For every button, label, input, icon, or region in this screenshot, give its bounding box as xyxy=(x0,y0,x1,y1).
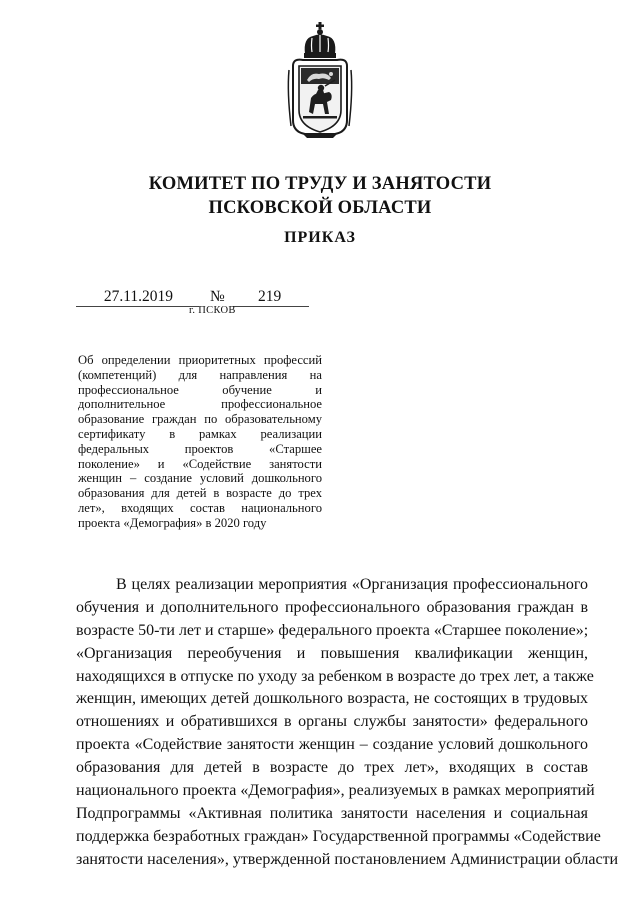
order-date: 27.11.2019 xyxy=(76,287,199,307)
subject-line: федеральных проектов «Старшее xyxy=(78,441,322,456)
body-line: В целях реализации мероприятия «Организация профессионального xyxy=(116,576,588,593)
order-number: 219 xyxy=(233,287,309,307)
order-subject xyxy=(78,353,322,531)
subject-line: лет», входящих состав национального xyxy=(78,500,322,515)
subject-line: женщин – создание условий дошкольного xyxy=(78,471,322,486)
body-line: возрасте 50-ти лет и старше» федерального проекта «Старшее поколение»; xyxy=(76,621,589,639)
org-name-line-1: КОМИТЕТ ПО ТРУДУ И ЗАНЯТОСТИ xyxy=(148,174,492,194)
order-body-text xyxy=(76,574,619,872)
organization-name xyxy=(0,172,640,220)
body-line: Подпрограммы «Активная политика занятости населения и социальная xyxy=(76,804,588,822)
body-line: женщин, имеющих детей дошкольного возраста, не состоящих в трудовых xyxy=(76,690,588,708)
city-label: г. ПСКОВ xyxy=(189,305,236,316)
subject-line: поколение» и «Содействие занятости xyxy=(78,456,322,471)
subject-line: дополнительное профессиональное xyxy=(78,397,322,412)
body-line: занятости населения», утвержденной постановлением Администрации области xyxy=(76,850,619,868)
subject-line: профессиональное обучение и xyxy=(78,382,322,397)
body-line: обучения и дополнительного профессионального образования граждан в xyxy=(76,598,588,616)
body-line: отношениях и обратившихся в органы службы занятости» федерального xyxy=(76,713,588,731)
subject-line: образование граждан по образовательному xyxy=(78,412,322,427)
body-line: образования для детей в возрасте до трех лет», входящих в состав xyxy=(76,759,588,777)
body-line: «Организация переобучения и повышения квалификации женщин, xyxy=(76,644,588,662)
order-title: ПРИКАЗ xyxy=(284,229,356,246)
body-line: поддержка безработных граждан» Государственной программы «Содействие xyxy=(76,827,601,845)
body-line: находящихся в отпуске по уходу за ребенком в возрасте до трех лет, а также xyxy=(76,667,594,685)
number-sign: № xyxy=(210,288,225,305)
subject-line: сертификату в рамках реализации xyxy=(78,426,322,441)
subject-line: образования для детей в возрасте до трех xyxy=(78,486,322,501)
org-name-line-2: ПСКОВСКОЙ ОБЛАСТИ xyxy=(208,198,432,218)
body-line: проекта «Содействие занятости женщин – создание условий дошкольного xyxy=(76,736,588,754)
subject-line: (компетенций) для направления на xyxy=(78,367,322,382)
coat-of-arms-emblem xyxy=(285,22,355,140)
subject-line: проекта «Демография» в 2020 году xyxy=(78,515,267,530)
body-line: национального проекта «Демография», реализуемых в рамках мероприятий xyxy=(76,782,595,800)
subject-line: Об определении приоритетных профессий xyxy=(78,353,322,367)
